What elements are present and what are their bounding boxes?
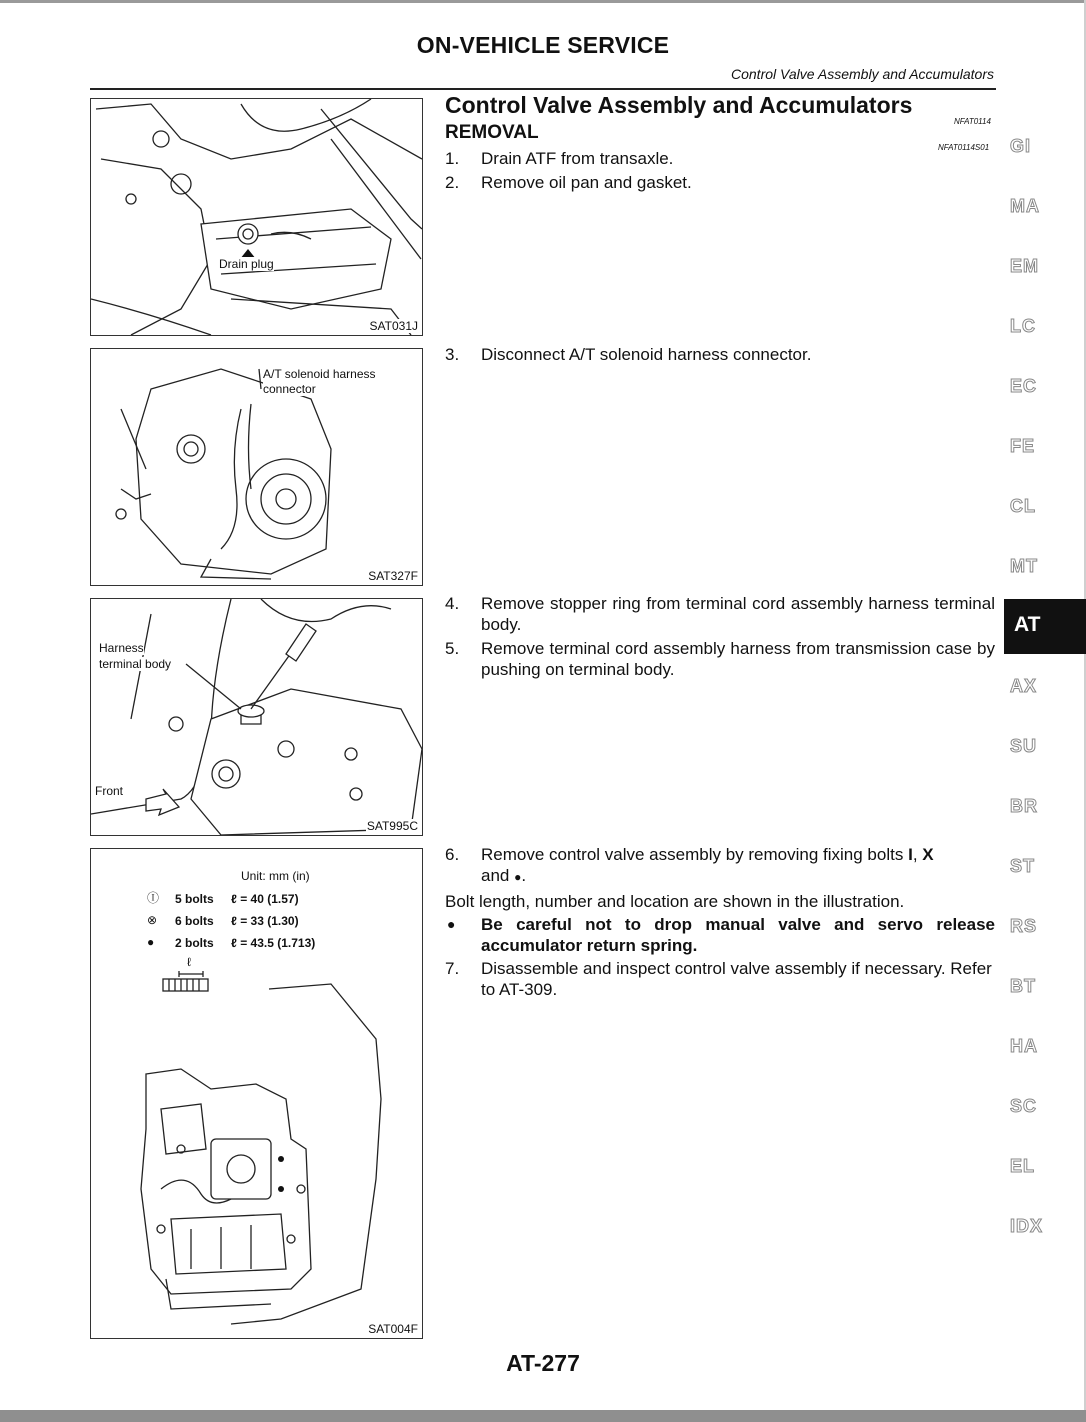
step-text: Disassemble and inspect control valve assembly if necessary. Refer to AT-309. (481, 959, 992, 999)
tab-br[interactable]: BR (1010, 796, 1038, 816)
tab-em[interactable]: EM (1010, 256, 1039, 276)
bottom-border (0, 1410, 1086, 1422)
subtitle-ref-code: NFAT0114S01 (938, 143, 990, 152)
tab-st[interactable]: ST (1010, 856, 1036, 876)
tab-sc[interactable]: SC (1010, 1096, 1038, 1116)
step-6 (445, 844, 995, 888)
step-number: 2. (445, 173, 460, 192)
bolt-symbol-i: I (908, 845, 913, 864)
terminal-body-illustration (91, 599, 422, 835)
step-text: Remove oil pan and gasket. (481, 173, 692, 192)
step-text: Remove stopper ring from terminal cord assembly harness terminal body. (481, 594, 995, 634)
tab-lc[interactable]: LC (1010, 316, 1036, 336)
drain-plug-label: Drain plug (219, 257, 274, 271)
tab-su[interactable]: SU (1010, 736, 1038, 756)
step-number: 7. (445, 959, 460, 978)
tab-fe[interactable]: FE (1010, 436, 1036, 456)
front-label: Front (95, 784, 124, 798)
bolt-symbol-circle-i: Ⓘ (147, 891, 160, 905)
step-3 (445, 344, 995, 366)
figure-solenoid-connector (90, 348, 423, 586)
bullet: ● (447, 916, 456, 932)
step-number: 5. (445, 639, 460, 658)
solenoid-harness-label: A/T solenoid harness (263, 367, 376, 381)
figure-code: SAT031J (369, 319, 418, 333)
step-text: Remove terminal cord assembly harness from transmission case by pushing on terminal body. (481, 639, 995, 679)
step-4 (445, 593, 995, 637)
bolt-length-40: ℓ = 40 (1.57) (231, 892, 299, 906)
tab-gi[interactable]: GI (1010, 136, 1032, 156)
page-number: AT-277 (506, 1350, 580, 1376)
tab-mt[interactable]: MT (1010, 556, 1038, 576)
bolt-count-6: 6 bolts (175, 914, 214, 928)
period: . (521, 866, 527, 885)
figure-code: SAT327F (368, 569, 418, 583)
step-number: 6. (445, 845, 460, 864)
separator: , (912, 845, 923, 864)
bolt-note: Bolt length, number and location are shown in the illustration. (445, 892, 905, 911)
transaxle-illustration (91, 349, 422, 585)
bolt-symbol-x: X (922, 845, 934, 864)
tab-bt[interactable]: BT (1010, 976, 1036, 996)
connector-label: connector (263, 382, 316, 396)
step-number: 3. (445, 345, 460, 364)
bolt-count-2: 2 bolts (175, 936, 214, 950)
step-6-text: Remove control valve assembly by removing fixing bolts (481, 845, 909, 864)
step-number: 4. (445, 594, 460, 613)
step-text (481, 844, 995, 888)
section-ref-code: NFAT0114 (954, 117, 991, 126)
caution-text: Be careful not to drop manual valve and servo release accumulator return spring. (481, 915, 995, 955)
tab-at-label: AT (1014, 613, 1041, 636)
drain-plug-illustration (91, 99, 422, 335)
removal-heading: REMOVAL (445, 122, 539, 143)
step-7 (445, 958, 995, 1002)
step-text: Drain ATF from transaxle. (481, 149, 674, 168)
figure-code: SAT995C (366, 819, 418, 833)
header-rule (90, 88, 996, 90)
step-text: Disconnect A/T solenoid harness connector. (481, 345, 812, 364)
tab-cl[interactable]: CL (1010, 496, 1036, 516)
figure-code: SAT004F (368, 1322, 418, 1336)
step-5 (445, 638, 995, 682)
tab-ec[interactable]: EC (1010, 376, 1038, 396)
tab-idx[interactable]: IDX (1010, 1216, 1044, 1236)
tab-ma[interactable]: MA (1010, 196, 1040, 216)
tab-at-active[interactable] (1004, 599, 1086, 654)
bolt-length-43-5: ℓ = 43.5 (1.713) (231, 936, 316, 950)
step-2 (445, 172, 995, 194)
figure-control-valve-bolts (90, 848, 423, 1339)
step-6-and: and (481, 866, 515, 885)
bolt-count-5: 5 bolts (175, 892, 214, 906)
unit-label: Unit: mm (in) (241, 869, 310, 883)
bolt-length-33: ℓ = 33 (1.30) (231, 914, 299, 928)
top-border (0, 0, 1086, 3)
bolt-symbol-dot: ● (514, 870, 522, 884)
bolt-symbol-filled: ● (147, 935, 155, 949)
figure-terminal-body (90, 598, 423, 836)
terminal-body-label: terminal body (99, 657, 172, 671)
tab-el[interactable]: EL (1010, 1156, 1036, 1176)
caution-item (445, 914, 995, 958)
section-title: Control Valve Assembly and Accumulators (445, 92, 913, 118)
bolt-length-symbol: ℓ (187, 955, 191, 969)
harness-label: Harness (99, 641, 144, 655)
step-1 (445, 148, 995, 170)
running-head: Control Valve Assembly and Accumulators (731, 66, 994, 82)
step-number: 1. (445, 149, 460, 168)
bolt-symbol-circle-x: ⊗ (147, 913, 158, 927)
figure-drain-plug (90, 98, 423, 336)
tab-rs[interactable]: RS (1010, 916, 1038, 936)
page-title: ON-VEHICLE SERVICE (416, 32, 670, 58)
tab-ax[interactable]: AX (1010, 676, 1038, 696)
tab-ha[interactable]: HA (1010, 1036, 1038, 1056)
